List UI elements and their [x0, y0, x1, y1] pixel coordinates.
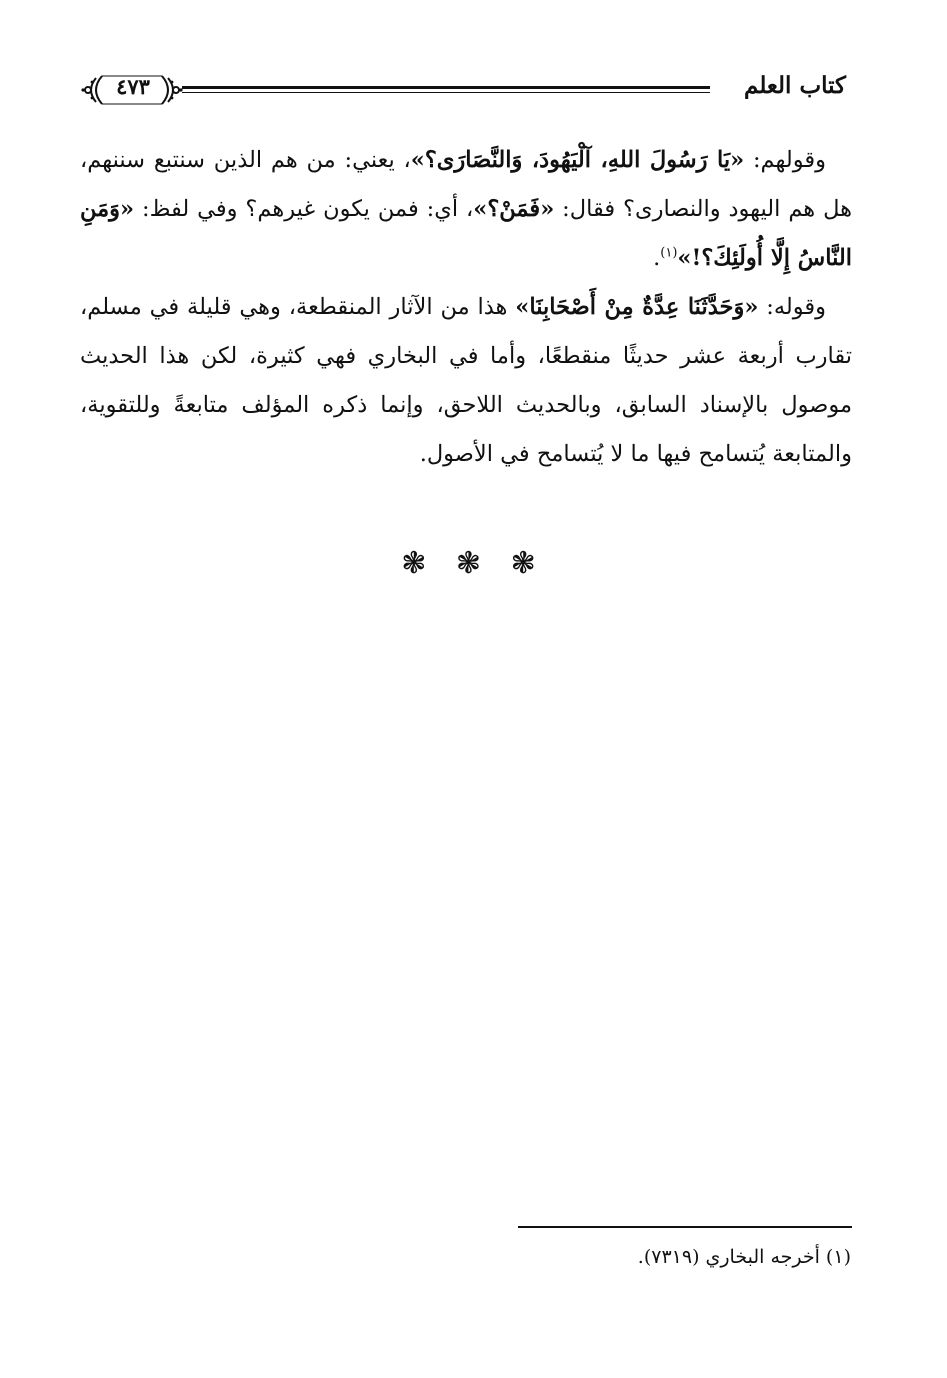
quoted-hadith-phrase: «فَمَنْ؟» [473, 196, 555, 222]
header-rule [182, 86, 710, 89]
running-head-title: كتاب العلم [744, 72, 846, 99]
text-run: هذا من الآثار المنقطعة، وهي قليلة في مسلم، تقارب أربعة عشر حديثًا منقطعًا، وأما في البخاري فهي كثيرة، لكن هذا الحديث موصول بالإسناد السابق، وبالحديث اللاحق، وإنما ذكره المؤلف متابعةً وللتقوية، والمتابعة يُتسامح فيها ما لا يُتسامح في الأصول. [80, 294, 852, 467]
paragraph [80, 136, 852, 283]
quoted-hadith-phrase: «وَحَدَّثَنَا عِدَّةٌ مِنْ أَصْحَابِنَا» [515, 294, 759, 320]
quoted-hadith-phrase: «يَا رَسُولَ اللهِ، آلْيَهُودَ، وَالنَّصَارَى؟» [410, 147, 745, 173]
text-run: وقولهم: [744, 147, 826, 173]
text-run: وقوله: [758, 294, 826, 320]
page-header [80, 68, 852, 112]
page-number: ٤٧٣ [116, 74, 150, 99]
quoted-hadith-phrase: «وَمَنِ النَّاسُ إِلَّا أُولَئِكَ؟!» [80, 196, 852, 271]
text-run: ، يعني: من هم الذين سنتبع سننهم، هل هم اليهود والنصارى؟ فقال: [80, 147, 852, 222]
paragraph [80, 283, 852, 479]
text-run: ، أي: فمن يكون غيرهم؟ وفي لفظ: [134, 196, 474, 222]
section-separator: ❃ ❃ ❃ [401, 546, 546, 581]
footnote-rule [518, 1226, 852, 1228]
main-text [80, 136, 852, 479]
text-run: . [653, 245, 661, 271]
footnote: (١) أخرجه البخاري (٧٣١٩). [637, 1246, 851, 1268]
header-rule-thin [182, 92, 710, 93]
footnote-marker: (١) [660, 245, 678, 261]
